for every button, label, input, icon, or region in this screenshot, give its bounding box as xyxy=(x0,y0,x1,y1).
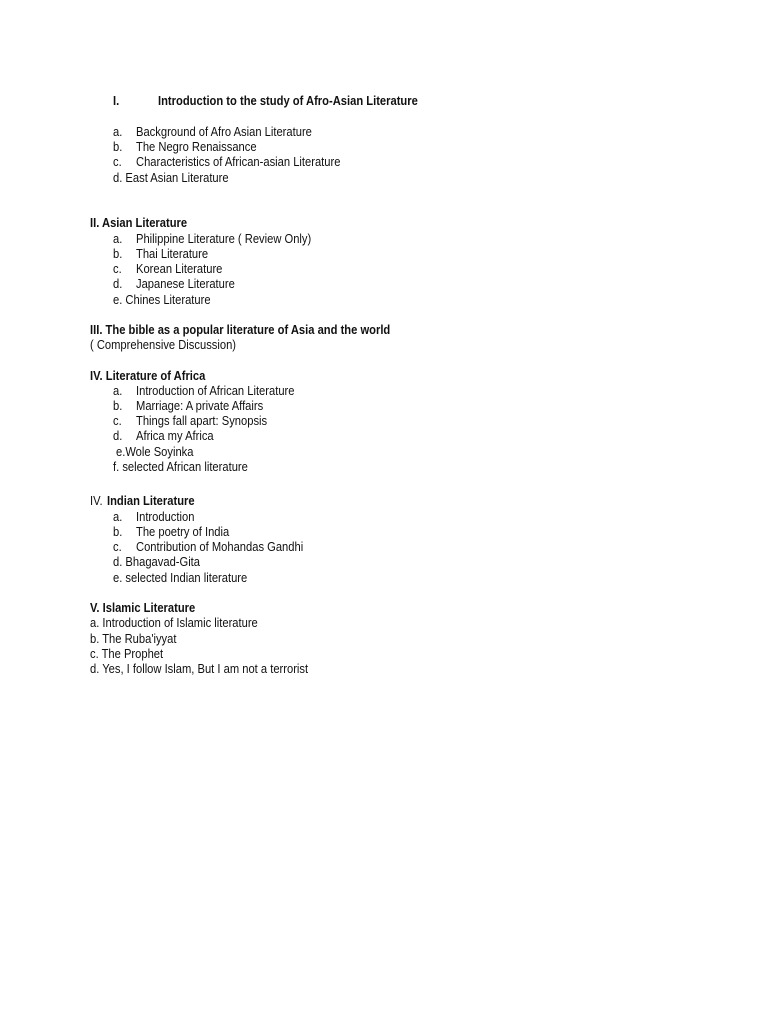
section-3-subtitle: ( Comprehensive Discussion) xyxy=(90,337,237,352)
section-2-item-b: Thai Literature xyxy=(136,246,209,261)
section-5-item-b-marker: b. xyxy=(113,524,123,539)
section-6-item-d: d. Yes, I follow Islam, But I am not a terrorist xyxy=(90,661,309,676)
section-1-item-a-marker: a. xyxy=(113,124,123,139)
section-6-heading: V. Islamic Literature xyxy=(90,600,196,615)
section-4-item-a-marker: a. xyxy=(113,383,123,398)
section-4-item-a: Introduction of African Literature xyxy=(136,383,295,398)
section-2-item-a-marker: a. xyxy=(113,231,123,246)
section-2-item-c: Korean Literature xyxy=(136,261,223,276)
section-1-item-d: d. East Asian Literature xyxy=(113,170,229,185)
section-5-item-b: The poetry of India xyxy=(136,524,230,539)
section-6-item-b: b. The Ruba'iyyat xyxy=(90,631,177,646)
section-2-item-d: Japanese Literature xyxy=(136,276,235,291)
section-4-item-d: Africa my Africa xyxy=(136,428,214,443)
section-4-item-b: Marriage: A private Affairs xyxy=(136,398,264,413)
section-1-heading: Introduction to the study of Afro-Asian Literature xyxy=(158,93,418,108)
section-5-item-a: Introduction xyxy=(136,509,195,524)
section-4-item-b-marker: b. xyxy=(113,398,123,413)
section-2-item-b-marker: b. xyxy=(113,246,123,261)
section-5-item-e: e. selected Indian literature xyxy=(113,570,248,585)
section-1-item-b: The Negro Renaissance xyxy=(136,139,257,154)
section-6-item-a: a. Introduction of Islamic literature xyxy=(90,615,258,630)
section-4-item-c-marker: c. xyxy=(113,413,122,428)
section-5-item-c: Contribution of Mohandas Gandhi xyxy=(136,539,304,554)
section-3-heading: III. The bible as a popular literature of Asia and the world xyxy=(90,322,391,337)
section-1-item-b-marker: b. xyxy=(113,139,123,154)
section-6-item-c: c. The Prophet xyxy=(90,646,164,661)
section-5-heading: Indian Literature xyxy=(107,493,195,508)
section-2-item-c-marker: c. xyxy=(113,261,122,276)
section-4-item-f: f. selected African literature xyxy=(113,459,248,474)
section-5-numeral: IV. xyxy=(90,493,103,508)
section-1-item-c: Characteristics of African-asian Literature xyxy=(136,154,341,169)
section-5-item-d: d. Bhagavad-Gita xyxy=(113,554,201,569)
section-2-item-e: e. Chines Literature xyxy=(113,292,211,307)
section-2-heading: II. Asian Literature xyxy=(90,215,188,230)
section-2-item-d-marker: d. xyxy=(113,276,123,291)
section-1-item-c-marker: c. xyxy=(113,154,122,169)
section-1-numeral: I. xyxy=(113,93,120,108)
section-5-item-c-marker: c. xyxy=(113,539,122,554)
section-2-item-a: Philippine Literature ( Review Only) xyxy=(136,231,312,246)
section-5-item-a-marker: a. xyxy=(113,509,123,524)
section-1-item-a: Background of Afro Asian Literature xyxy=(136,124,312,139)
section-4-item-c: Things fall apart: Synopsis xyxy=(136,413,268,428)
section-4-heading: IV. Literature of Africa xyxy=(90,368,206,383)
section-4-item-e: e.Wole Soyinka xyxy=(116,444,194,459)
section-4-item-d-marker: d. xyxy=(113,428,123,443)
